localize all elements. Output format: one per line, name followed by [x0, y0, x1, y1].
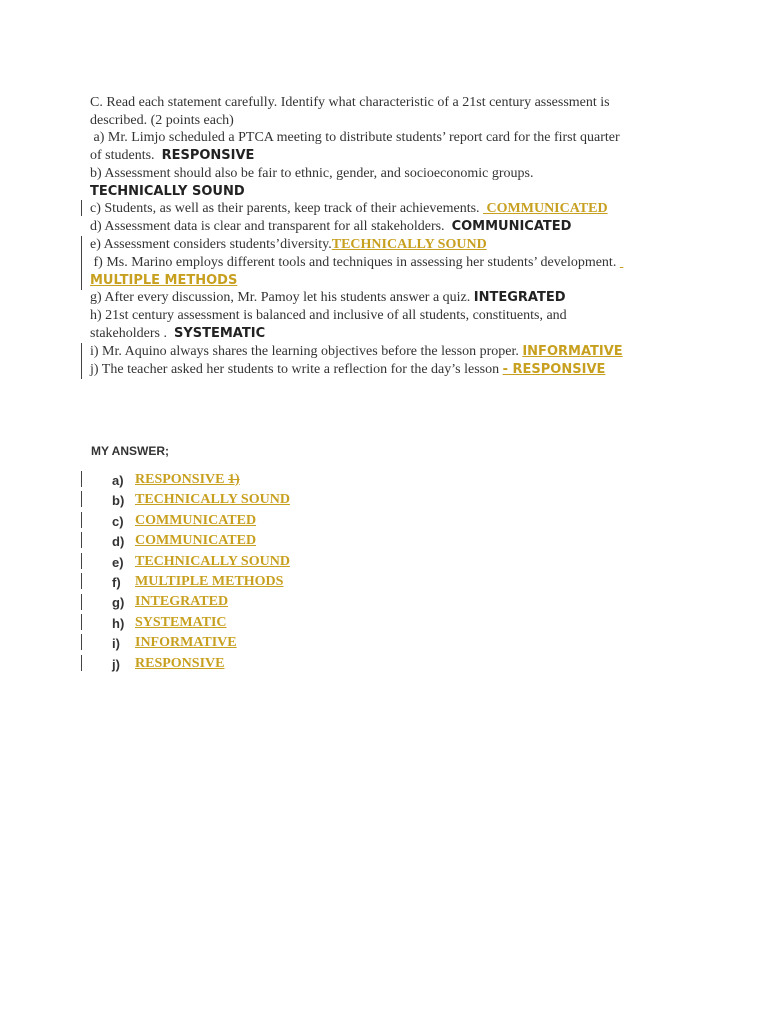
question-b: b) Assessment should also be fair to ethnic, gender, and socioeconomic groups.	[90, 166, 534, 181]
question-c: c) Students, as well as their parents, keep track of their achievements. COMMUNICATED	[90, 201, 608, 216]
question-i: i) Mr. Aquino always shares the learning objectives before the lesson proper. INFORMATIVE	[90, 344, 623, 359]
change-bar	[81, 573, 82, 589]
change-bar	[81, 532, 82, 548]
question-f	[90, 272, 690, 290]
list-item: h) SYSTEMATIC	[112, 614, 227, 631]
change-bar	[81, 614, 82, 630]
list-item: f) MULTIPLE METHODS	[112, 573, 284, 590]
question-h: h) 21st century assessment is balanced and inclusive of all students, constituents, and	[90, 308, 567, 323]
question-h: stakeholders . SYSTEMATIC	[90, 326, 266, 341]
change-bar	[81, 634, 82, 650]
list-item: b) TECHNICALLY SOUND	[112, 492, 290, 509]
change-bar	[81, 655, 82, 671]
question-a: a) Mr. Limjo scheduled a PTCA meeting to distribute students’ report card for the first quarter	[90, 130, 620, 145]
answer-e: TECHNICALLY SOUND	[331, 237, 487, 252]
answer-f: MULTIPLE METHODS	[90, 273, 238, 288]
change-bar	[81, 491, 82, 507]
instruction-line: C. Read each statement carefully. Identify what characteristic of a 21st century assessment is	[90, 95, 610, 110]
question-a: of students. RESPONSIVE	[90, 148, 255, 163]
answer-f-dash	[620, 255, 624, 270]
change-bar	[81, 343, 82, 379]
list-item: i) INFORMATIVE	[112, 635, 237, 652]
question-g: g) After every discussion, Mr. Pamoy let his students answer a quiz. INTEGRATED	[90, 290, 566, 305]
list-item: a) RESPONSIVE 1)	[112, 472, 240, 488]
list-item: e) TECHNICALLY SOUND	[112, 553, 290, 570]
change-bar	[81, 471, 82, 487]
change-bar	[81, 594, 82, 610]
question-b	[90, 183, 690, 201]
change-bar	[81, 200, 82, 216]
question-d: d) Assessment data is clear and transparent for all stakeholders. COMMUNICATED	[90, 219, 572, 234]
change-bar	[81, 236, 82, 290]
answer-i: INFORMATIVE	[522, 344, 623, 359]
list-item: c) COMMUNICATED	[112, 512, 257, 529]
instruction-line: described. (2 points each)	[90, 113, 234, 128]
question-j: j) The teacher asked her students to write a reflection for the day’s lesson - RESPONSIVE	[90, 362, 606, 377]
answer-d: COMMUNICATED	[451, 219, 572, 234]
list-item: d) COMMUNICATED	[112, 533, 257, 550]
answer-a: RESPONSIVE	[161, 148, 255, 163]
answer-b: TECHNICALLY SOUND	[90, 184, 245, 199]
my-answer-list	[91, 471, 491, 675]
list-item: j) RESPONSIVE	[112, 655, 225, 672]
answer-g: INTEGRATED	[473, 290, 566, 305]
answer-h: SYSTEMATIC	[173, 326, 266, 341]
change-bar	[81, 512, 82, 528]
list-item: g) INTEGRATED	[112, 594, 229, 611]
question-f: f) Ms. Marino employs different tools and techniques in assessing her students’ development.	[90, 254, 690, 272]
deleted-text: 1)	[227, 472, 240, 487]
answer-c: COMMUNICATED	[483, 201, 608, 216]
change-bar	[81, 553, 82, 569]
answer-j: - RESPONSIVE	[502, 362, 606, 377]
my-answer-heading: MY ANSWER;	[91, 444, 169, 458]
question-e: e) Assessment considers students’diversity.TECHNICALLY SOUND	[90, 237, 487, 252]
